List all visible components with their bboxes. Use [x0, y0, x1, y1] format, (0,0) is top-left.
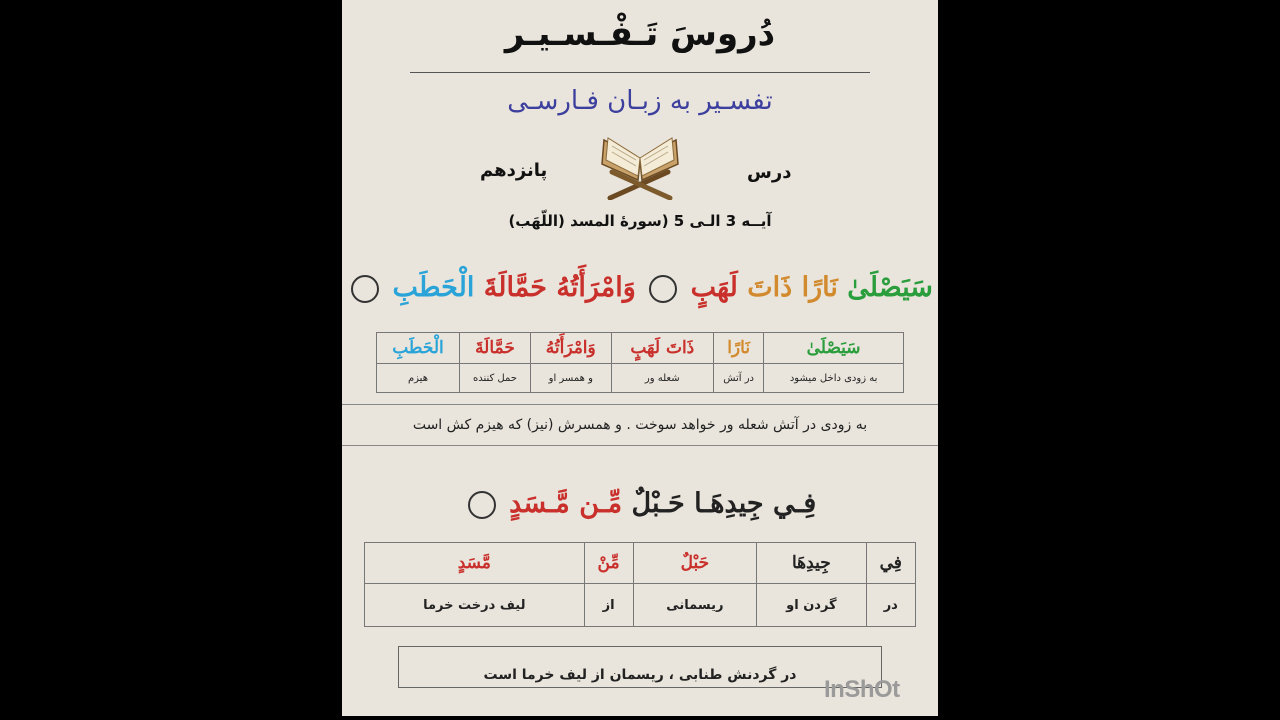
- ayah-line-1: [342, 272, 938, 303]
- persian-meaning-cell: و همسر او: [531, 364, 612, 393]
- ayah-word: سَيَصْلَىٰ: [847, 272, 933, 303]
- persian-row: [365, 584, 916, 627]
- persian-meaning-cell: از: [584, 584, 633, 627]
- ayah-word: لَهَبٍ: [690, 272, 738, 303]
- lesson-number: پانزدهم: [480, 160, 548, 181]
- arabic-row: [365, 543, 916, 584]
- ayah-word: فِـي: [772, 488, 817, 519]
- persian-meaning-cell: گردن او: [757, 584, 866, 627]
- open-quran-on-stand-icon: [598, 130, 682, 200]
- page-subtitle: تفسـیر به زبـان فـارسـی: [507, 86, 773, 116]
- persian-meaning-cell: در آتش: [714, 364, 764, 393]
- arabic-word-cell: نَارًا: [714, 333, 764, 364]
- ayah-word: مَّـسَدٍ: [509, 488, 570, 519]
- ayah-line-2: [342, 488, 938, 519]
- arabic-word-cell: ذَاتَ لَهَبٍ: [611, 333, 714, 364]
- persian-row: [377, 364, 904, 393]
- word-table-ayah-2: [364, 542, 916, 627]
- arabic-word-cell: وَامْرَأَتُهُ: [531, 333, 612, 364]
- persian-meaning-cell: شعله ور: [611, 364, 714, 393]
- arabic-word-cell: مَّسَدٍ: [365, 543, 585, 584]
- ayah-end-marker-icon: [351, 275, 379, 303]
- lesson-page: [342, 0, 938, 716]
- lesson-label: درس: [747, 162, 792, 183]
- page-title: دُروسَ تَـفْـسـيـر: [504, 14, 776, 54]
- arabic-word-cell: حَمَّالَةَ: [459, 333, 530, 364]
- arabic-word-cell: فِي: [866, 543, 915, 584]
- ayah-word: نَارًا: [801, 272, 838, 303]
- translation-ayah-2: در گردنش طنابی ، ریسمان از لیف خرما است: [398, 646, 882, 688]
- persian-meaning-cell: به زودی داخل میشود: [764, 364, 904, 393]
- title-divider: [410, 72, 870, 73]
- persian-meaning-cell: ریسمانی: [633, 584, 757, 627]
- arabic-word-cell: الْحَطَبِ: [377, 333, 460, 364]
- ayah-word: وَامْرَأَتُهُ: [556, 272, 636, 303]
- persian-meaning-cell: حمل کننده: [459, 364, 530, 393]
- arabic-word-cell: سَيَصْلَىٰ: [764, 333, 904, 364]
- persian-meaning-cell: هیزم: [377, 364, 460, 393]
- ayah-word: جِيدِهَـا: [694, 488, 764, 519]
- translation-ayah-1: به زودی در آتش شعله ور خواهد سوخت . و همسرش (نیز) که هیزم کش است: [342, 404, 938, 446]
- ayah-word: الْحَطَبِ: [392, 272, 475, 303]
- verse-reference: آیــه 3 الـی 5 (سورهٔ المسد (اللّهَب): [508, 212, 772, 230]
- ayah-word: حَـبْلٌ: [631, 488, 685, 519]
- ayah-end-marker-icon: [468, 491, 496, 519]
- inshot-watermark: InShOt: [824, 676, 900, 703]
- arabic-word-cell: حَبْلٌ: [633, 543, 757, 584]
- arabic-word-cell: جِيدِهَا: [757, 543, 866, 584]
- ayah-end-marker-icon: [649, 275, 677, 303]
- ayah-word: ذَاتَ: [747, 272, 793, 303]
- arabic-row: [377, 333, 904, 364]
- persian-meaning-cell: لیف درخت خرما: [365, 584, 585, 627]
- ayah-word: مِّـن: [579, 488, 623, 519]
- arabic-word-cell: مِّنْ: [584, 543, 633, 584]
- persian-meaning-cell: در: [866, 584, 915, 627]
- word-table-ayah-1: [376, 332, 904, 393]
- ayah-word: حَمَّالَةَ: [483, 272, 547, 303]
